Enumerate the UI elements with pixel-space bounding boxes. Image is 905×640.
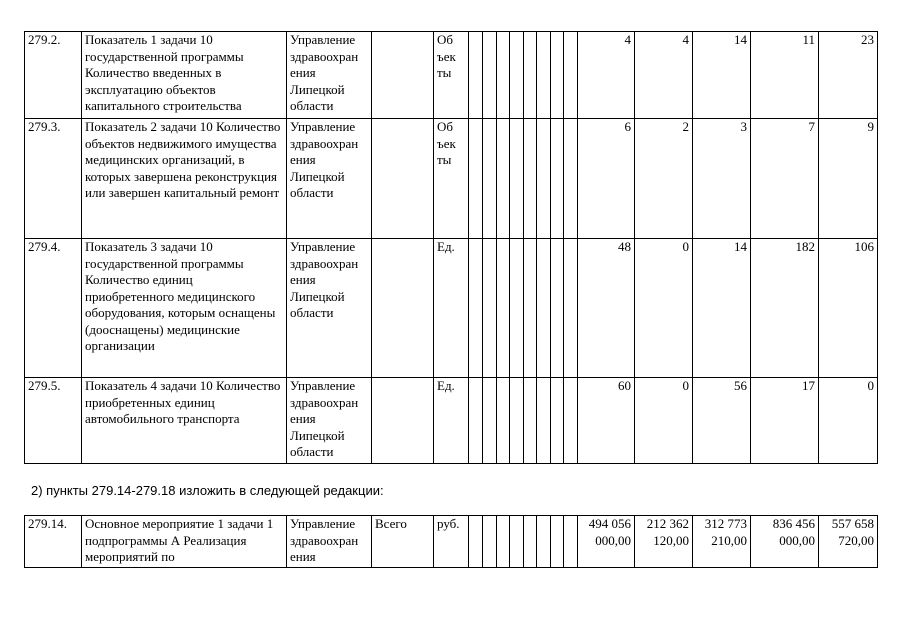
value-2: 212 362 120,00 (635, 516, 693, 568)
empty-cell (510, 239, 524, 378)
row-source: Всего (372, 516, 434, 568)
empty-cell (551, 119, 564, 239)
table-row (25, 378, 878, 464)
value-2: 0 (635, 239, 693, 378)
value-2: 4 (635, 32, 693, 119)
row-name: Показатель 3 задачи 10 государственной программы Количество единиц приобретенного медицинского оборудования, которым оснащены (дооснащены) медицинские организации (82, 239, 287, 378)
empty-cell (564, 119, 578, 239)
value-5: 23 (819, 32, 878, 119)
empty-cell (564, 239, 578, 378)
value-2: 0 (635, 378, 693, 464)
empty-cell (510, 378, 524, 464)
row-unit: Об ъек ты (434, 32, 469, 119)
empty-cell (564, 32, 578, 119)
empty-cell (497, 32, 510, 119)
empty-cell (510, 119, 524, 239)
row-executor: Управление здравоохран ения Липецкой области (287, 239, 372, 378)
empty-cell (537, 378, 551, 464)
empty-cell (483, 119, 497, 239)
empty-cell (537, 32, 551, 119)
table-row (25, 119, 878, 239)
table-row (25, 516, 878, 568)
indicators-table-body (25, 32, 878, 464)
value-5: 0 (819, 378, 878, 464)
empty-cell (524, 119, 537, 239)
value-1: 494 056 000,00 (578, 516, 635, 568)
value-1: 48 (578, 239, 635, 378)
row-unit: Об ъек ты (434, 119, 469, 239)
value-4: 11 (751, 32, 819, 119)
measures-table (24, 515, 878, 568)
value-4: 7 (751, 119, 819, 239)
empty-cell (537, 239, 551, 378)
value-5: 557 658 720,00 (819, 516, 878, 568)
row-number: 279.2. (25, 32, 82, 119)
row-unit: руб. (434, 516, 469, 568)
row-unit: Ед. (434, 239, 469, 378)
value-3: 14 (693, 32, 751, 119)
value-3: 14 (693, 239, 751, 378)
value-3: 56 (693, 378, 751, 464)
empty-cell (483, 239, 497, 378)
empty-cell (551, 32, 564, 119)
value-1: 60 (578, 378, 635, 464)
row-unit: Ед. (434, 378, 469, 464)
row-number: 279.5. (25, 378, 82, 464)
empty-cell (551, 378, 564, 464)
row-source (372, 32, 434, 119)
empty-cell (469, 239, 483, 378)
row-name: Показатель 2 задачи 10 Количество объектов недвижимого имущества медицинских организаций, в которых завершена реконструкция или завершен капитальный ремонт (82, 119, 287, 239)
row-executor: Управление здравоохран ения Липецкой области (287, 119, 372, 239)
empty-cell (564, 378, 578, 464)
empty-cell (551, 239, 564, 378)
row-executor: Управление здравоохран ения (287, 516, 372, 568)
empty-cell (497, 119, 510, 239)
row-source (372, 239, 434, 378)
indicators-table (24, 31, 878, 464)
row-source (372, 378, 434, 464)
empty-cell (524, 32, 537, 119)
row-number: 279.3. (25, 119, 82, 239)
empty-cell (524, 239, 537, 378)
value-5: 106 (819, 239, 878, 378)
row-number: 279.14. (25, 516, 82, 568)
empty-cell (497, 239, 510, 378)
empty-cell (497, 378, 510, 464)
empty-cell (469, 32, 483, 119)
value-3: 312 773 210,00 (693, 516, 751, 568)
empty-cell (524, 378, 537, 464)
value-4: 17 (751, 378, 819, 464)
value-5: 9 (819, 119, 878, 239)
row-executor: Управление здравоохран ения Липецкой области (287, 378, 372, 464)
empty-cell (469, 378, 483, 464)
value-2: 2 (635, 119, 693, 239)
value-4: 836 456 000,00 (751, 516, 819, 568)
value-1: 6 (578, 119, 635, 239)
row-number: 279.4. (25, 239, 82, 378)
row-name: Показатель 1 задачи 10 государственной программы Количество введенных в эксплуатацию объектов капитального строительства (82, 32, 287, 119)
empty-cell (483, 378, 497, 464)
empty-cell (469, 119, 483, 239)
row-name: Показатель 4 задачи 10 Количество приобретенных единиц автомобильного транспорта (82, 378, 287, 464)
empty-cell (510, 32, 524, 119)
row-source (372, 119, 434, 239)
row-executor: Управление здравоохран ения Липецкой области (287, 32, 372, 119)
empty-cell (483, 32, 497, 119)
table-row (25, 239, 878, 378)
table-row (25, 32, 878, 119)
value-3: 3 (693, 119, 751, 239)
value-1: 4 (578, 32, 635, 119)
empty-cell (537, 119, 551, 239)
value-4: 182 (751, 239, 819, 378)
amendment-note: 2) пункты 279.14-279.18 изложить в следующей редакции: (31, 483, 384, 498)
row-name: Основное мероприятие 1 задачи 1 подпрограммы А Реализация мероприятий по (82, 516, 287, 568)
